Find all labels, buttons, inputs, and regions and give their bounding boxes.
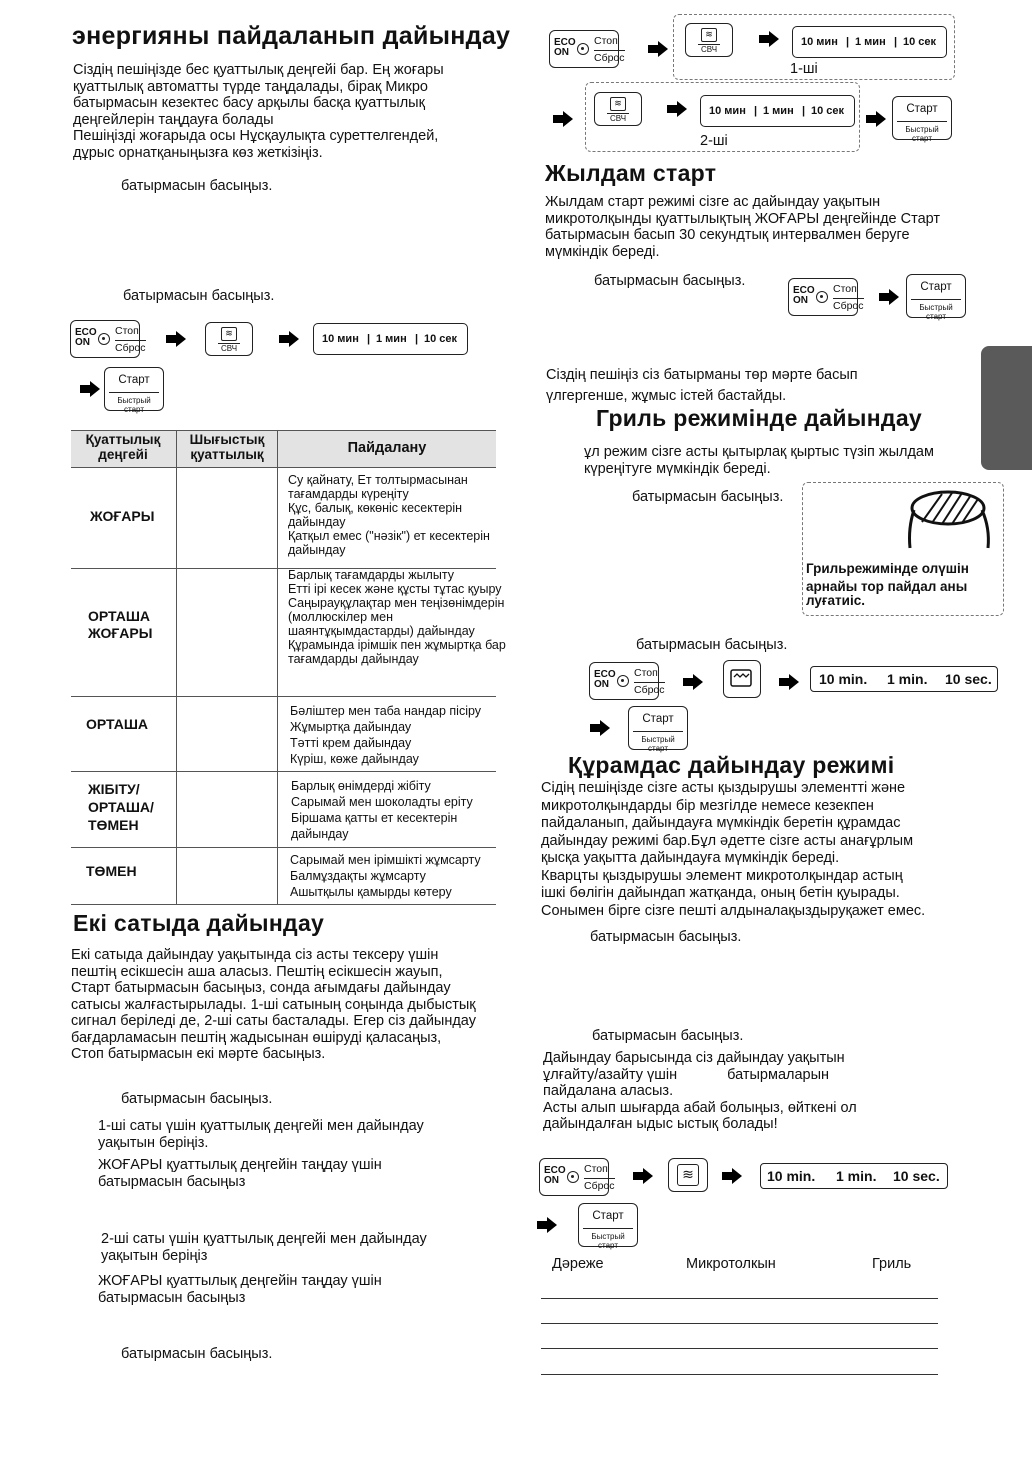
quick-start-note: Сіздің пешіңіз сіз батырманы төр мәрте басып үлгергенше, жұмыс істей бастайды. (546, 367, 858, 404)
arrow-right-icon (537, 1217, 557, 1233)
grill-icon (724, 661, 760, 697)
table-row-level: ЖОҒАРЫ (90, 508, 155, 524)
arrow-right-icon (866, 111, 886, 127)
arrow-right-icon (667, 101, 687, 117)
stage-label: 1-ші (790, 61, 818, 77)
table-row-uses: Сарымай мен ірімшікті жұмсарту Балмұздақты жұмсарту Ашытқылы қамырды көтеру (290, 853, 481, 899)
table-row-uses: Бәліштер мен таба нандар пісіру Жұмыртқа дайындау Тәтті крем дайындау Күріш, көже дайындау (290, 704, 482, 766)
microwave-wave-icon: ≋ (701, 28, 717, 42)
col-header-microwave: Микротолкын (686, 1256, 776, 1272)
side-tab (981, 346, 1032, 470)
arrow-right-icon (879, 289, 899, 305)
eco-dial-icon (816, 291, 828, 303)
arrow-right-icon (633, 1168, 653, 1184)
arrow-right-icon (590, 720, 610, 736)
eco-stop-button: ECO ON Стоп Сброс (70, 320, 140, 358)
combo-text: Сідің пешіңізде сізге асты қыздырушы элементті және микротолқындарды бір мезгілде немесе кезекпен пайдаланып, дайындауға мүмкіндік беретін құрамдас дайындау режимі бар.Бұл әдетте сізге асты анағұрлым қысқа уақытта дайындауға мүмкіндік береді. Кварцты қыздырушы элемент микротолқындар астың ішкі бөлігін дайындап жатқанда, оның бетін қуырады. Сонымен бірге сізге пешті алдыналақыздыруқажет емес. (541, 780, 926, 919)
arrow-right-icon (648, 41, 668, 57)
table-row-level: ЖІБІТУ/ ОРТАША/ ТӨМЕН (88, 781, 154, 833)
col-header-use: Пайдалану (347, 440, 427, 456)
eco-stop-button: ECO ON Стоп Сброс (589, 662, 659, 700)
combo-button (668, 1158, 708, 1192)
grill-rack-note-text: Грильрежимінде олүшін арнайы тор пайдал аны луғатиіс. (806, 561, 969, 608)
eco-stop-button: ECO ON Стоп Сброс (788, 278, 858, 316)
section-title-grill: Гриль режимінде дайындау (596, 405, 922, 431)
press-instruction: батырмасын басыңыз. (121, 1091, 273, 1107)
col-header-output: Шығыстық қуаттылық (189, 432, 265, 462)
arrow-right-icon (683, 674, 703, 690)
combo-adjust-text: Дайындау барысында сіз дайындау уақытын ұлғайту/азайту үшін батырмаларын пайдалана аласыз. Асты алып шығарда абай болыңыз, өйткені ол дайындалған ыдыс ыстық болады! (543, 1050, 857, 1132)
arrow-right-icon (166, 331, 186, 347)
table-row-level: ОРТАША ЖОҒАРЫ (88, 608, 153, 641)
table-row-level: ОРТАША (86, 716, 149, 732)
arrow-right-icon (553, 111, 573, 127)
press-instruction: батырмасын басыңыз. (592, 1028, 744, 1044)
press-instruction: батырмасын басыңыз. (121, 1346, 273, 1362)
arrow-right-icon (779, 674, 799, 690)
table-row-level: ТӨМЕН (86, 863, 137, 879)
eco-stop-button: ECO ON Стоп Сброс (549, 30, 619, 68)
high-power-instruction: ЖОҒАРЫ қуаттылық деңгейін таңдау үшін батырмасын басыңыз (98, 1273, 382, 1306)
two-stage-text: Екі сатыда дайындау уақытында сіз асты тексеру үшін пештің есікшесін аша аласыз. Пештің есікшесін жауып, Старт батырмасын басыңыз, сонда ағымдағы дайындау сатысы жалғастырылады. 1-ші сатының соңында дыбыстық сигнал беріледі де, 2-ші саты басталады. Егер сіз дайындау бағдарламасын пештің жадысынан өшіруді қаласаңыз, Стоп батырмасын екі мәрте басыңыз. (71, 947, 476, 1062)
grill-button (723, 660, 761, 698)
grill-rack-icon (900, 488, 1000, 552)
high-power-instruction: ЖОҒАРЫ қуаттылық деңгейін таңдау үшін батырмасын басыңыз (98, 1157, 382, 1190)
time-buttons: 10 мин | 1 мин | 10 сек (700, 95, 855, 127)
arrow-right-icon (722, 1168, 742, 1184)
eco-dial-icon (567, 1171, 579, 1183)
microwave-button: ≋ СВЧ (685, 23, 733, 57)
start-button: Старт Быстрый старт (628, 706, 688, 750)
time-buttons: 10 мин | 1 мин | 10 сек (313, 323, 468, 355)
arrow-right-icon (80, 381, 100, 397)
press-instruction: батырмасын басыңыз. (636, 637, 788, 653)
start-button: Старт Быстрый старт (578, 1203, 638, 1247)
quick-start-text: Жылдам старт режимі сізге ас дайындау уақытын микротолқынды қуаттылықтың ЖОҒАРЫ деңгейінде Старт батырмасын басып 30 секундтық интервалмен беруге мүмкіндік береді. (545, 194, 941, 260)
combo-wave-icon: ≋ (677, 1164, 699, 1186)
press-instruction: батырмасын басыңыз. (590, 929, 742, 945)
eco-stop-button: ECO ON Стоп Сброс (539, 1158, 609, 1196)
start-button: Старт Быстрый старт (906, 274, 966, 318)
table-row-uses: Барлық тағамдарды жылыту Етті ірі кесек және құсты тұтас қуыру Саңырауқұлақтар мен теңізөнімдерін (моллюскілер мен шаянтұқымдастарды) дайындау Құрамында ірімшік пен жұмыртқа бар тағамдарды дайындау (288, 568, 506, 666)
press-instruction: батырмасын басыңыз. (632, 489, 784, 505)
table-row-uses: Барлық өнімдерді жібіту Сарымай мен шоколадты еріту Біршама қатты ет кесектерін дайындау (291, 779, 473, 841)
microwave-wave-icon: ≋ (221, 327, 237, 341)
col-header-level: Қуаттылық деңгейі (85, 432, 161, 462)
table-row-uses: Су қайнату, Ет толтырмасынан тағамдарды күреңіту Құс, балық, көкөніс кесектерін дайындау Қатқыл емес ("нәзік") ет кесектерін дайындау (288, 473, 490, 557)
time-buttons: 10 min. 1 min. 10 sec. (760, 1163, 948, 1189)
power-intro-text: Сіздің пешіңізде бес қуаттылық деңгейі бар. Ең жоғары қуаттылық автоматты түрде таңдалады, бірақ Микро батырмасын кезектес басу арқылы басқа қуаттылық деңгейлерін таңдауға болады Пешіңізді жоғарыда осы Нұсқаулықта суреттелгендей, дұрыс орнатқаныңызға көз жеткізіңіз. (73, 62, 444, 161)
time-buttons: 10 min. 1 min. 10 sec. (810, 666, 998, 692)
stage1-instruction: 1-ші саты үшін қуаттылық деңгейі мен дайындау уақытын беріңіз. (98, 1118, 424, 1151)
eco-dial-icon (98, 333, 110, 345)
press-instruction: батырмасын басыңыз. (123, 288, 275, 304)
stage2-instruction: 2-ші саты үшін қуаттылық деңгейі мен дайындау уақытын беріңіз (101, 1231, 427, 1264)
arrow-right-icon (279, 331, 299, 347)
section-title-two-stage: Екі сатыда дайындау (73, 910, 325, 936)
stage-label: 2-ші (700, 133, 728, 149)
section-title-combo: Құрамдас дайындау режимі (568, 752, 895, 778)
col-header-degree: Дәреже (552, 1256, 604, 1272)
section-title-quick-start: Жылдам старт (545, 160, 717, 186)
eco-dial-icon (577, 43, 589, 55)
col-header-grill: Гриль (872, 1256, 912, 1272)
arrow-right-icon (759, 31, 779, 47)
section-title-power-cooking: энергияны пайдаланып дайындау (72, 22, 511, 50)
press-instruction: батырмасын басыңыз. (594, 273, 746, 289)
grill-text: ұл режим сізге асты қытырлақ қыртыс түзіп жылдам күреңітуге мүмкіндік береді. (584, 444, 934, 477)
start-button: Старт Быстрый старт (892, 96, 952, 140)
microwave-button: ≋ СВЧ (594, 92, 642, 126)
time-buttons: 10 мин | 1 мин | 10 сек (792, 26, 947, 58)
eco-dial-icon (617, 675, 629, 687)
press-instruction: батырмасын басыңыз. (121, 178, 273, 194)
microwave-wave-icon: ≋ (610, 97, 626, 111)
start-button: Старт Быстрый старт (104, 367, 164, 411)
microwave-button: ≋ СВЧ (205, 322, 253, 356)
